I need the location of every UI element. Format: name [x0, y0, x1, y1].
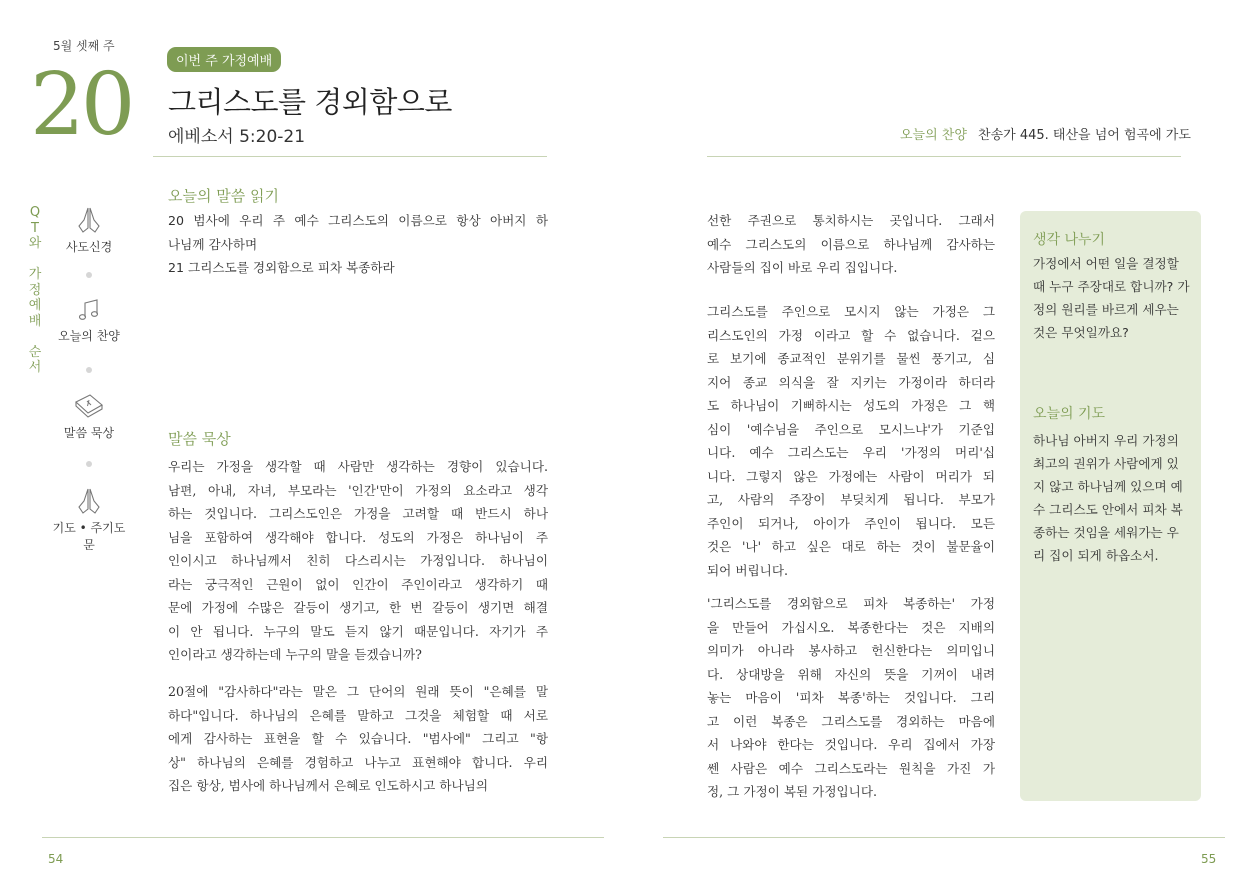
vertical-label-char: T [31, 220, 39, 236]
text-line: 20절에 "감사하다"라는 말은 그 단어의 원래 뜻이 "은혜를 말 [168, 684, 548, 699]
hymn-label: 오늘의 찬양 [900, 128, 967, 143]
verse-line: 21 그리스도를 경외함으로 피차 복종하라 [168, 260, 395, 275]
text-line: 도 하나님이 기뻐하시는 성도의 가정은 그 핵 [707, 398, 995, 413]
vertical-label-char: Q [29, 205, 41, 220]
verse-number: 21 [168, 260, 185, 275]
text-line: 니다. 예수 그리스도는 우리 '가정의 머리'십 [707, 445, 995, 460]
week-label: 5월 셋째 주 [53, 39, 115, 53]
text-line: 상" 하나님의 은혜를 경험하고 나누고 표현해야 합니다. 우리 [168, 754, 548, 770]
meditation-paragraph [168, 680, 548, 798]
sidebar-dot [86, 367, 92, 373]
text-line: 것은 '나' 하고 싶은 대로 하는 것이 불문율이 [707, 539, 995, 554]
sidebar-item-meditation [50, 392, 128, 441]
music-note-icon [77, 297, 101, 323]
vertical-label-char: 예 [28, 298, 42, 313]
page-title: 그리스도를 경외함으로 [168, 85, 452, 119]
text-line: 하다"입니다. 하나님의 은혜를 말하고 그것을 체험할 때 서로 [168, 707, 548, 723]
text-line: 서 나와야 한다는 것입니다. 우리 집에서 가장 [707, 737, 995, 752]
sidebar-item-hymn [50, 297, 128, 344]
sidebar-item-label: 말씀 묵상 [63, 426, 115, 440]
text-line: 쎈 사람은 예수 그리스도라는 원칙을 가진 가 [707, 760, 995, 776]
meditation-paragraph [168, 455, 548, 667]
text-line: 다. 상대방을 위해 자신의 뜻을 기꺼이 내려 [707, 666, 995, 682]
body-paragraph [707, 300, 995, 582]
text-line: 것은 무엇일까요? [1033, 325, 1129, 340]
text-line: 의미가 아니라 봉사하고 헌신한다는 의미입니 [707, 643, 995, 658]
hymn-text: 찬송가 445. 태산을 넘어 험곡에 가도 [978, 128, 1191, 143]
verse-line: 나님께 감사하며 [168, 236, 258, 252]
text-line: 주인이 되거나, 아이가 주인이 됩니다. 모든 [707, 515, 995, 531]
text-line: 리스도인의 가정 이라고 할 수 없습니다. 겉으 [707, 327, 995, 343]
praying-hands-icon [74, 487, 104, 515]
text-line: 고 이런 복종은 그리스도를 경외하는 마음에 [707, 713, 995, 729]
text-line: 인이라고 생각하는데 누구의 말을 듣겠습니까? [168, 647, 422, 662]
scripture-verses [168, 209, 548, 280]
text-line: 문에 가정에 수많은 갈등이 생기고, 한 번 갈등이 생기면 해결 [168, 600, 548, 615]
text-line: 남편, 아내, 자녀, 부모라는 '인간'만이 가정의 요소라고 생각 [168, 482, 548, 498]
text-line: 가정에서 어떤 일을 결정할 [1033, 256, 1179, 271]
vertical-label-char: 와 [28, 236, 42, 251]
vertical-label-char: 정 [28, 282, 42, 298]
sidebar-item-label: 기도 • 주기도문 [52, 521, 126, 552]
text-line: 니다. 그렇지 않은 가정에는 사람이 머리가 되 [707, 468, 995, 484]
text-line: 하는 것입니다. 그리스도인은 가정을 고려할 때 반드시 하나 [168, 506, 548, 521]
text-line: 라는 궁극적인 근원이 없이 인간이 주인이라고 생각하기 때 [168, 576, 548, 592]
text-line: 로 보기에 종교적인 분위기를 물씬 풍기고, 심 [707, 351, 995, 366]
scripture-reference: 에베소서 5:20-21 [168, 127, 306, 147]
sidebar-item-label: 오늘의 찬양 [58, 329, 120, 343]
body-paragraph [707, 592, 995, 804]
vertical-label-char: 배 [28, 313, 42, 329]
verse-line: 20 범사에 우리 주 예수 그리스도의 이름으로 항상 아버지 하 [168, 213, 548, 228]
text-line: 예수 그리스도의 이름으로 하나님께 감사하는 [707, 236, 995, 252]
text-line: 하나님 아버지 우리 가정의 [1033, 433, 1179, 448]
share-heading: 생각 나누기 [1033, 232, 1106, 248]
section-badge: 이번 주 가정예배 [167, 47, 281, 72]
text-line: 인이시고 하나님께서 친히 다스리시는 가정입니다. 하나님이 [168, 553, 548, 568]
text-line: 고, 사람의 주장이 부딪치게 됩니다. 부모가 [707, 492, 995, 507]
text-line: '그리스도를 경외함으로 피차 복종하는' 가정 [707, 596, 995, 611]
text-line: 지 않고 하나님께 있으며 예 [1033, 479, 1183, 494]
body-paragraph [707, 209, 995, 280]
sidebar-item-prayer [50, 487, 128, 553]
text-line: 님을 포함하여 생각해야 합니다. 성도의 가정은 하나님이 주 [168, 529, 548, 545]
header-rule-left [153, 156, 547, 157]
hymn-line [900, 124, 1191, 143]
prayer-text [1033, 429, 1193, 567]
bible-icon [73, 392, 105, 420]
vertical-label-char: 가 [28, 267, 42, 282]
share-question [1033, 252, 1193, 344]
text-line: 집은 항상, 범사에 하나님께서 은혜로 인도하시고 하나님의 [168, 778, 488, 793]
vertical-label-char [28, 252, 42, 268]
vertical-label-char [28, 329, 42, 345]
sidebar-dot [86, 272, 92, 278]
day-number: 20 [30, 55, 132, 155]
text-line: 에게 감사하는 표현을 할 수 있습니다. "범사에" 그리고 "항 [168, 731, 548, 746]
text-line: 을 만들어 가십시오. 복종한다는 것은 지배의 [707, 619, 995, 635]
text-line: 그리스도를 주인으로 모시지 않는 가정은 그 [707, 304, 995, 319]
text-line: 때 누구 주장대로 합니까? 가 [1033, 279, 1190, 294]
page-number-left: 54 [48, 852, 64, 866]
footer-rule-right [663, 837, 1225, 838]
vertical-label-char: 서 [28, 360, 42, 375]
text-line: 리 집이 되게 하옵소서. [1033, 548, 1159, 563]
meditation-heading: 말씀 묵상 [168, 430, 231, 448]
footer-rule-left [42, 837, 604, 838]
header-rule-right [707, 156, 1181, 157]
qt-order-vertical-label [28, 205, 42, 376]
text-line: 최고의 권위가 사람에게 있 [1033, 456, 1179, 471]
text-line: 우리는 가정을 생각할 때 사람만 생각하는 경향이 있습니다. [168, 459, 548, 474]
text-line: 선한 주권으로 통치하시는 곳입니다. 그래서 [707, 213, 995, 228]
sidebar-item-creed [50, 206, 128, 255]
verse-number: 20 [168, 213, 185, 228]
text-line: 종하는 것임을 세워가는 우 [1033, 525, 1179, 540]
text-line: 정, 그 가정이 복된 가정입니다. [707, 784, 878, 799]
text-line: 수 그리스도 안에서 피차 복 [1033, 502, 1183, 517]
text-line: 지어 종교 의식을 잘 지키는 가정이라 하더라 [707, 374, 995, 390]
text-line: 이 안 됩니다. 누구의 말도 듣지 않기 때문입니다. 자기가 주 [168, 623, 548, 639]
reading-heading: 오늘의 말씀 읽기 [168, 187, 279, 205]
text-line: 되어 버립니다. [707, 562, 788, 578]
prayer-heading: 오늘의 기도 [1033, 406, 1106, 422]
text-line: 심이 '예수님을 주인으로 모시느냐'가 기준입 [707, 421, 995, 437]
sidebar-dot [86, 461, 92, 467]
page-number-right: 55 [1201, 852, 1217, 866]
sidebar-item-label: 사도신경 [65, 240, 113, 254]
text-line: 사람들의 집이 바로 우리 집입니다. [707, 260, 898, 275]
text-line: 놓는 마음이 '피차 복종'하는 것입니다. 그리 [707, 690, 995, 705]
praying-hands-icon [74, 206, 104, 234]
text-line: 정의 원리를 바르게 세우는 [1033, 302, 1179, 317]
vertical-label-char: 순 [28, 344, 42, 360]
